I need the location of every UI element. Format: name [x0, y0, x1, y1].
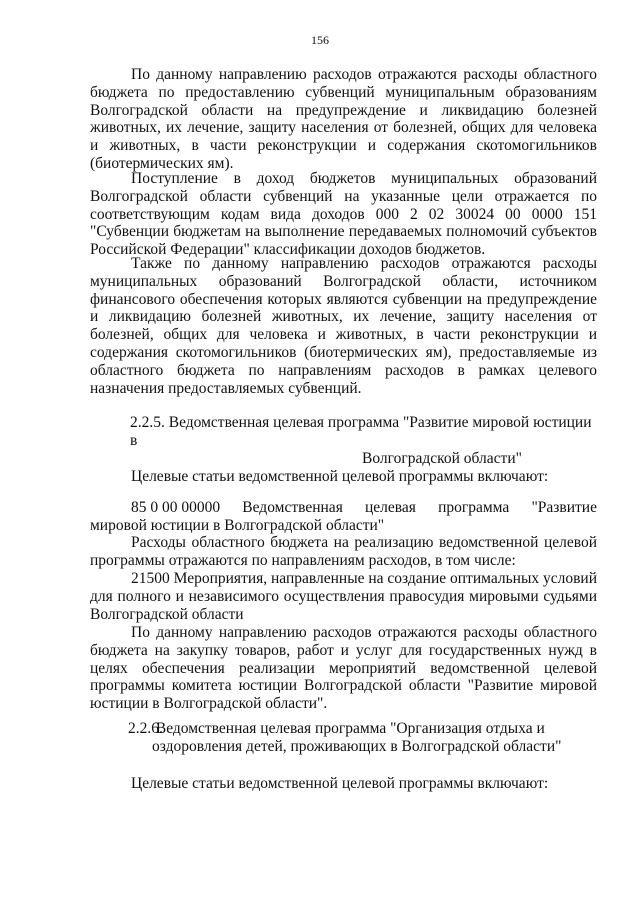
section-heading-2-2-6-line1: Ведомственная целевая программа "Организация отдыха и — [155, 720, 545, 737]
target-article-word-4: "Развитие — [531, 499, 597, 516]
target-article-word-3: программа — [438, 499, 510, 516]
paragraph-program-expenses: Расходы областного бюджета на реализацию ведомственной целевой программы отражаются по направлениям расходов, в том числе: — [90, 534, 597, 569]
paragraph-expense-direction-21500: 21500 Мероприятия, направленные на создание оптимальных условий для полного и независимого осуществления правосудия мировыми судьями Волгоградской области — [90, 570, 598, 623]
target-article-code-row — [90, 499, 597, 517]
target-articles-intro-2-2-5: Целевые статьи ведомственной целевой программы включают: — [131, 468, 549, 485]
target-article-continuation: мировой юстиции в Волгоградской области" — [90, 516, 385, 534]
target-article-word-1: Ведомственная — [242, 499, 343, 516]
page-number: 156 — [311, 33, 329, 47]
target-articles-intro-2-2-6: Целевые статьи ведомственной целевой программы включают: — [131, 775, 549, 792]
paragraph-municipal-expenses: Также по данному направлению расходов отражаются расходы муниципальных образований Волгоградской области, источником финансового обеспечения которых являются субвенции на предупреждение и ликвидацию болезней животных, их лечение, защиту населения от болезней, общих для человека и животных, в части реконструкции и содержания скотомогильников (биотермических ям), предоставляемые из областного бюджета по направлениям расходов в рамках целевого назначения предоставляемых субвенций. — [90, 255, 597, 397]
paragraph-procurement-expenses: По данному направлению расходов отражаются расходы областного бюджета на закупку товаров, работ и услуг для государственных нужд в целях обеспечения реализации мероприятий ведомственной целевой программы комитета юстиции Волгоградской области "Развитие мировой юстиции в Волгоградской области". — [90, 624, 597, 713]
section-heading-2-2-5 — [130, 414, 597, 467]
section-heading-2-2-6-line2: оздоровления детей, проживающих в Волгоградской области" — [152, 737, 562, 755]
paragraph-subventions-expenses: По данному направлению расходов отражаются расходы областного бюджета по предоставлению субвенций муниципальным образованиям Волгоградской области на предупреждение и ликвидацию болезней животных, их лечение, защиту населения от болезней, общих для человека и животных, в части реконструкции и содержания скотомогильников (биотермических ям). — [90, 66, 597, 172]
target-article-word-2: целевая — [365, 499, 416, 516]
section-heading-2-2-5-line2: Волгоградской области" — [362, 449, 522, 467]
target-article-code-block — [90, 499, 597, 535]
section-heading-2-2-6 — [128, 720, 597, 756]
paragraph-revenue-codes: Поступление в доход бюджетов муниципальных образований Волгоградской области субвенций на указанные цели отражается по соответствующим кодам вида доходов 000 2 02 30024 00 0000 151 "Субвенции бюджетам на выполнение передаваемых полномочий субъектов Российской Федерации" классификации доходов бюджетов. — [90, 170, 597, 259]
section-heading-2-2-6-number: 2.2.6. — [128, 720, 163, 737]
section-heading-2-2-5-line1: 2.2.5. Ведомственная целевая программа "Развитие мировой юстиции в — [130, 414, 592, 449]
target-article-code: 85 0 00 00000 — [131, 499, 221, 516]
